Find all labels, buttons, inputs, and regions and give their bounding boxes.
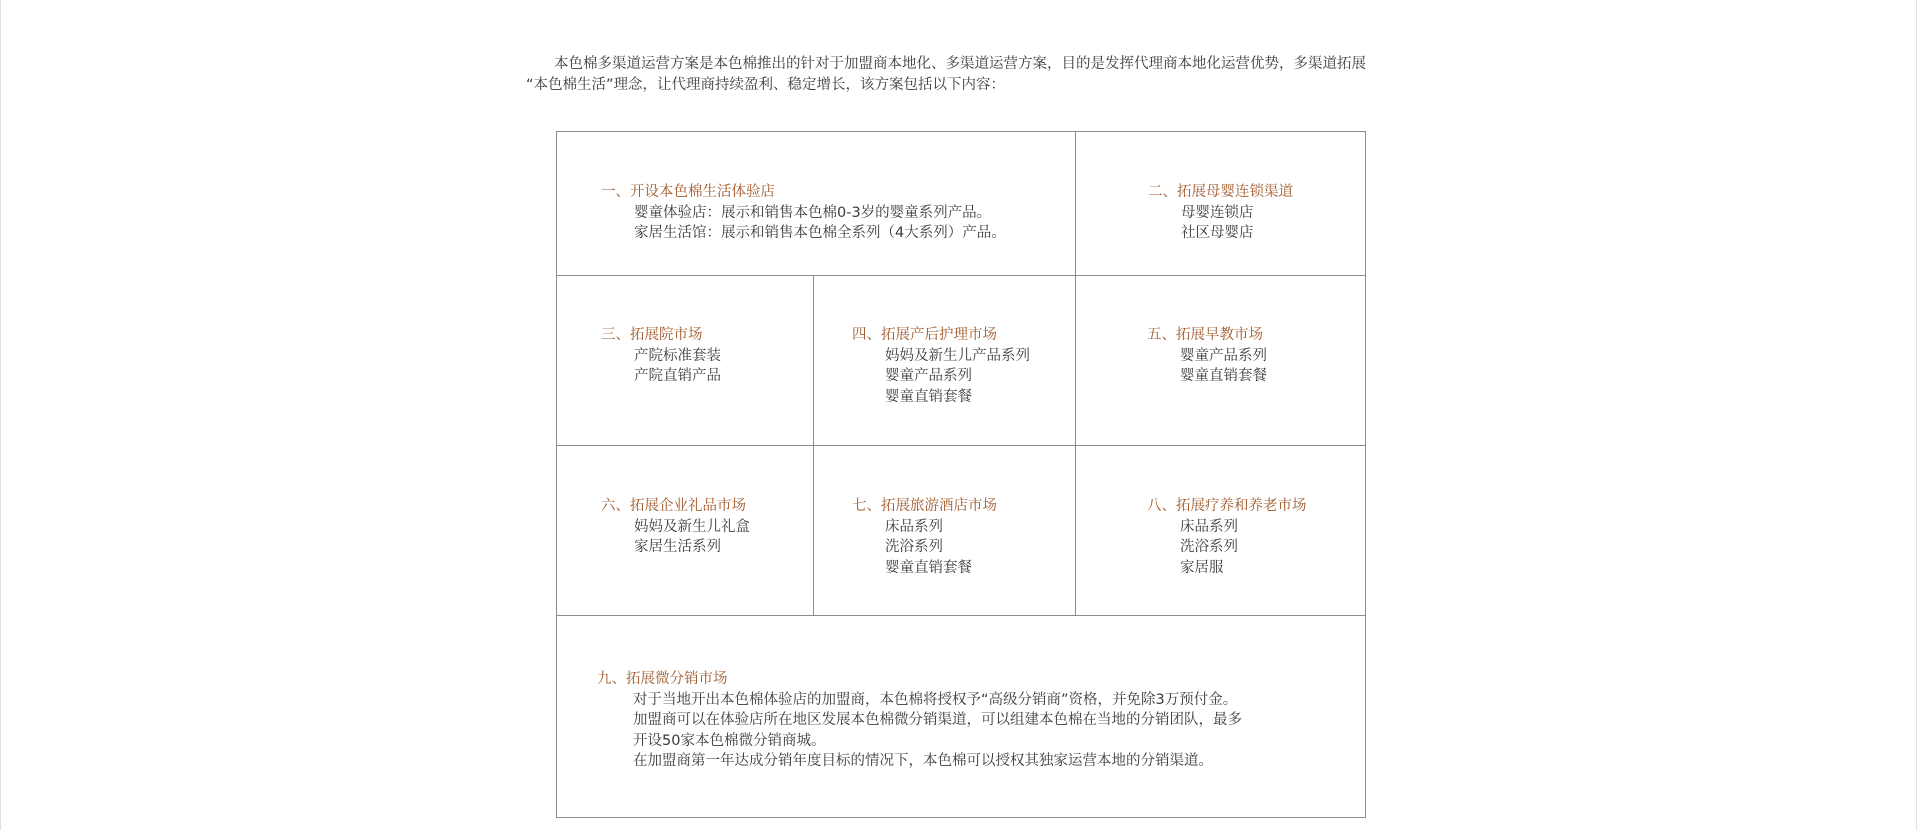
section-title: 七、拓展旅游酒店市场 — [852, 498, 997, 514]
table-rule — [557, 615, 1365, 616]
section-title: 六、拓展企业礼品市场 — [601, 498, 746, 514]
plan-table — [556, 131, 1366, 818]
section-9-cell — [597, 669, 1337, 772]
section-item: 婴童直销套餐 — [885, 559, 972, 576]
section-item: 洗浴系列 — [885, 539, 943, 555]
section-title: 四、拓展产后护理市场 — [852, 327, 997, 343]
section-5-cell — [1147, 325, 1267, 387]
section-4-cell — [852, 325, 1030, 407]
section-item: 对于当地开出本色棉体验店的加盟商，本色棉将授权予“高级分销商”资格，并免除3万预付金。 — [633, 691, 1238, 708]
section-title: 五、拓展早教市场 — [1147, 327, 1263, 343]
table-rule — [813, 275, 814, 615]
table-rule — [1075, 132, 1076, 615]
section-1-cell — [601, 182, 1006, 244]
section-item: 婴童体验店：展示和销售本色棉0-3岁的婴童系列产品。 — [634, 204, 992, 221]
section-item: 产院直销产品 — [634, 368, 721, 384]
section-item: 家居生活系列 — [634, 539, 721, 555]
section-7-cell — [852, 496, 997, 578]
section-title: 三、拓展院市场 — [601, 327, 703, 343]
section-3-cell — [601, 325, 721, 387]
intro-line-2: “本色棉生活”理念，让代理商持续盈利、稳定增长，该方案包括以下内容： — [526, 77, 1006, 93]
section-item: 婴童直销套餐 — [885, 388, 972, 405]
section-item: 家居生活馆：展示和销售本色棉全系列（4大系列）产品。 — [634, 225, 1006, 241]
table-rule — [557, 445, 1365, 446]
section-item: 在加盟商第一年达成分销年度目标的情况下，本色棉可以授权其独家运营本地的分销渠道。 — [633, 753, 1213, 769]
section-item: 床品系列 — [1180, 518, 1238, 535]
section-title: 一、开设本色棉生活体验店 — [601, 184, 775, 200]
section-title: 九、拓展微分销市场 — [597, 671, 728, 687]
section-item: 开设50家本色棉微分销商城。 — [633, 732, 826, 749]
section-item: 洗浴系列 — [1180, 539, 1238, 555]
section-item: 婴童产品系列 — [885, 368, 972, 384]
section-8-cell — [1147, 496, 1307, 578]
intro-paragraph — [526, 54, 1406, 96]
section-item: 婴童产品系列 — [1180, 347, 1267, 364]
section-item: 妈妈及新生儿产品系列 — [885, 347, 1030, 364]
intro-line-1: 本色棉多渠道运营方案是本色棉推出的针对于加盟商本地化、多渠道运营方案，目的是发挥代理商本地化运营优势，多渠道拓展 — [554, 56, 1366, 72]
section-item: 婴童直销套餐 — [1180, 368, 1267, 384]
section-item: 母婴连锁店 — [1181, 204, 1254, 221]
section-item: 产院标准套装 — [634, 347, 721, 364]
section-item: 家居服 — [1180, 559, 1224, 576]
section-item: 妈妈及新生儿礼盒 — [634, 518, 750, 535]
table-rule — [557, 275, 1365, 276]
section-title: 二、拓展母婴连锁渠道 — [1148, 184, 1293, 200]
section-6-cell — [601, 496, 750, 558]
section-title: 八、拓展疗养和养老市场 — [1147, 498, 1307, 514]
section-2-cell — [1148, 182, 1293, 244]
section-item: 床品系列 — [885, 518, 943, 535]
section-item: 加盟商可以在体验店所在地区发展本色棉微分销渠道，可以组建本色棉在当地的分销团队，最多 — [633, 712, 1242, 728]
section-item: 社区母婴店 — [1181, 225, 1254, 241]
